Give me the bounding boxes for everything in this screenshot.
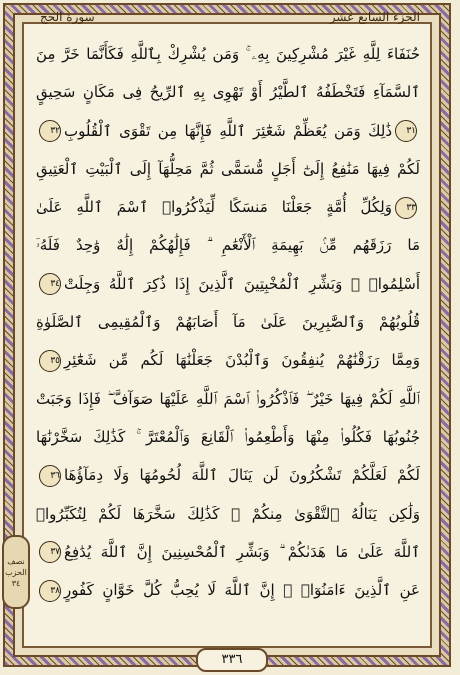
verse-lines (36, 36, 420, 610)
line-text: وَلِكُلِّ أُمَّةٍ جَعَلْنَا مَنسَكًا لِّيَذْكُرُوا۟ ٱسْمَ ٱللَّهِ عَلَىٰ (36, 198, 392, 217)
hizb-number: ٣٤ (11, 578, 21, 588)
line-text: ٱلسَّمَآءِ فَتَخْطَفُهُ ٱلطَّيْرُ أَوْ تَهْوِى بِهِ ٱلرِّيحُ فِى مَكَانٍ سَحِيقٍ (36, 83, 420, 102)
verse-line (36, 534, 420, 572)
line-text: وَلَٰكِن يَنَالُهُ ٱلتَّقْوَىٰ مِنكُمْ ۚ كَذَٰلِكَ سَخَّرَهَا لَكُمْ لِتُكَبِّرُوا۟ (36, 504, 420, 523)
line-text: جُنُوبُهَا فَكُلُوا۟ مِنْهَا وَأَطْعِمُوا۟ ٱلْقَانِعَ وَٱلْمُعْتَرَّ ۚ كَذَٰلِكَ سَخَّرْنَٰهَا (36, 427, 420, 446)
verse-line (36, 419, 420, 457)
verse-line (36, 227, 420, 265)
line-text: قُلُوبُهُمْ وَٱلصَّٰبِرِينَ عَلَىٰ مَآ أَصَابَهُمْ وَٱلْمُقِيمِى ٱلصَّلَوٰةِ (36, 313, 420, 332)
verse-line (36, 342, 420, 380)
verse-line (36, 496, 420, 534)
verse-line (36, 304, 420, 342)
verse-line (36, 457, 420, 495)
line-text: لَكُمْ فِيهَا مَنَٰفِعُ إِلَىٰٓ أَجَلٍ مُّسَمًّى ثُمَّ مَحِلُّهَآ إِلَى ٱلْبَيْتِ ٱلْعَتِيقِ (36, 159, 420, 178)
verse-line (36, 74, 420, 112)
line-text: مَا رَزَقَهُم مِّنۢ بَهِيمَةِ ٱلْأَنْعَٰمِ ۗ فَإِلَٰهُكُمْ إِلَٰهٌ وَٰحِدٌ فَلَهُۥٓ (36, 236, 420, 255)
verse-line (36, 36, 420, 74)
verse-line (36, 381, 420, 419)
juz-title: الجزء السابع عشر (329, 10, 420, 24)
ayah-marker: ٣٢ (39, 120, 61, 142)
ayah-marker: ٣٨ (39, 580, 61, 602)
verse-line (36, 113, 420, 151)
line-text: حُنَفَاءَ لِلَّهِ غَيْرَ مُشْرِكِينَ بِهِۦ ۚ وَمَن يُشْرِكْ بِٱللَّهِ فَكَأَنَّمَا خَرَّ مِنَ (36, 45, 420, 63)
verse-line (36, 189, 420, 227)
line-text: ٱللَّهِ لَكُمْ فِيهَا خَيْرٌ ۖ فَٱذْكُرُوا۟ ٱسْمَ ٱللَّهِ عَلَيْهَا صَوَآفَّ ۖ فَإِذَا وَجَبَتْ (36, 389, 420, 408)
page-number: ٣٣٦ (196, 648, 268, 672)
line-text: أَسْلِمُوا۟ ۗ وَبَشِّرِ ٱلْمُخْبِتِينَ ٱلَّذِينَ إِذَا ذُكِرَ ٱللَّهُ وَجِلَتْ (64, 274, 420, 293)
verse-line (36, 266, 420, 304)
line-text: وَمِمَّا رَزَقْنَٰهُمْ يُنفِقُونَ وَٱلْبُدْنَ جَعَلْنَٰهَا لَكُم مِّن شَعَٰٓئِرِ (64, 351, 420, 370)
surah-title: سورة الحج (40, 10, 95, 24)
line-text: لَكُمْ لَعَلَّكُمْ تَشْكُرُونَ لَن يَنَالَ ٱللَّهَ لُحُومُهَا وَلَا دِمَآؤُهَا (64, 466, 420, 485)
line-text: ذَٰلِكَ وَمَن يُعَظِّمْ شَعَٰٓئِرَ ٱللَّهِ فَإِنَّهَا مِن تَقْوَى ٱلْقُلُوبِ (64, 121, 392, 140)
ayah-marker: ٣٤ (39, 273, 61, 295)
ayah-marker: ٣١ (395, 120, 417, 142)
verse-line (36, 572, 420, 610)
ayah-marker: ٣٦ (39, 465, 61, 487)
verse-line (36, 151, 420, 189)
ayah-marker: ٣٥ (39, 350, 61, 372)
hizb-label: نصف (7, 556, 25, 566)
line-text: عَنِ ٱلَّذِينَ ءَامَنُوٓا۟ ۗ إِنَّ ٱللَّهَ لَا يُحِبُّ كُلَّ خَوَّانٍ كَفُورٍ (64, 581, 420, 600)
ayah-marker: ٣٣ (395, 197, 417, 219)
line-text: ٱللَّهَ عَلَىٰ مَا هَدَىٰكُمْ ۗ وَبَشِّرِ ٱلْمُحْسِنِينَ إِنَّ ٱللَّهَ يُدَٰفِعُ (64, 542, 420, 561)
hizb-label: الحزب (5, 567, 27, 577)
ayah-marker: ٣٧ (39, 541, 61, 563)
hizb-marker (2, 535, 30, 609)
